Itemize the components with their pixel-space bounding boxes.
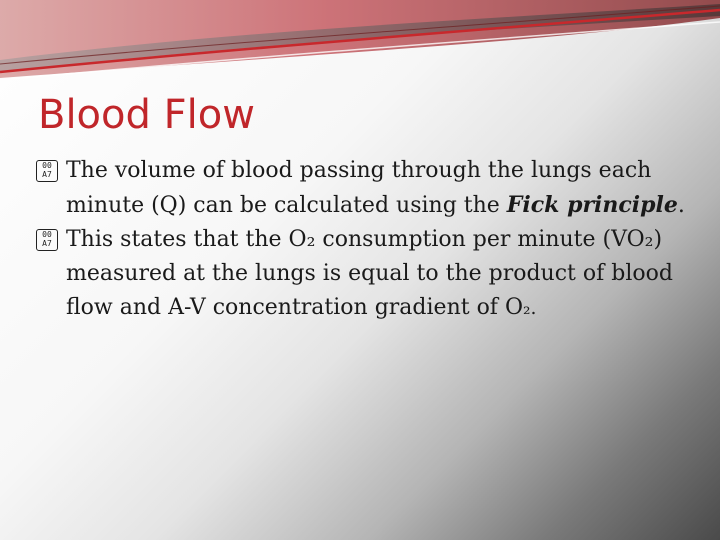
bullet-text: This states that the O₂ consumption per minute (VO₂) measured at the lungs is equal to the product of blood flow and A-V concentration gradient of O	[66, 227, 673, 320]
bullet-text-end: .	[677, 193, 685, 218]
bullet-list	[36, 154, 686, 326]
subscript-two: ₂.	[522, 298, 537, 319]
header-swoosh-decoration	[0, 0, 720, 90]
fick-principle-emphasis: Fick principle	[506, 192, 678, 218]
bullet-text: The volume of blood passing through the lungs each minute (Q) can be calculated using the	[66, 158, 652, 218]
slide-title: Blood Flow	[38, 92, 255, 138]
missing-glyph-icon: 00 A7	[36, 160, 58, 182]
bullet-item	[36, 223, 686, 326]
bullet-item	[36, 154, 686, 223]
missing-glyph-icon: 00 A7	[36, 229, 58, 251]
